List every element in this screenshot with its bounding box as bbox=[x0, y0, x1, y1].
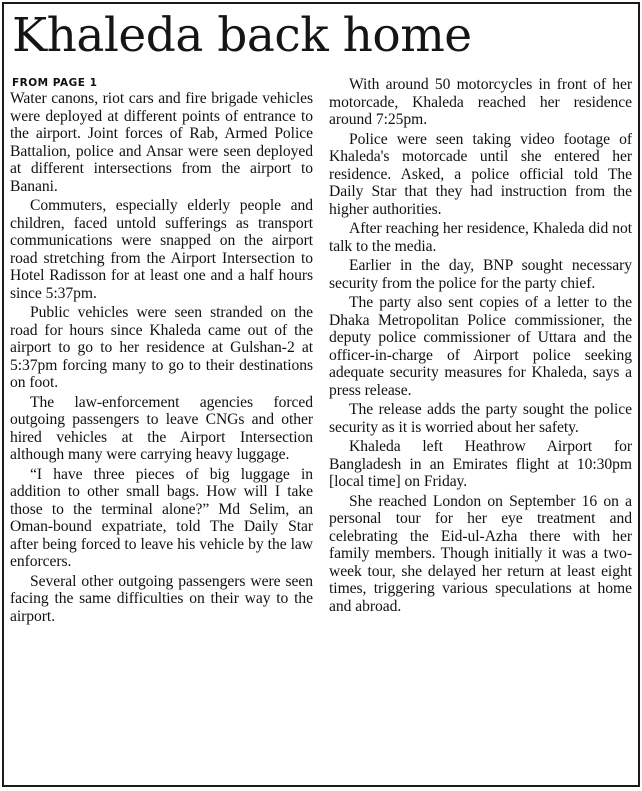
paragraph: The release adds the party sought the police security as it is worried about her safety. bbox=[329, 401, 632, 436]
article-columns bbox=[10, 74, 632, 781]
paragraph: Khaleda left Heathrow Airport for Bangladesh in an Emirates flight at 10:30pm [local time] on Friday. bbox=[329, 438, 632, 490]
headline: Khaleda back home bbox=[12, 8, 472, 63]
paragraph: She reached London on September 16 on a personal tour for her eye treatment and celebrating the Eid-ul-Azha there with her family members. Though initially it was a two-week tour, she delayed her return at least eight times, triggering various speculations at home and abroad. bbox=[329, 492, 632, 615]
paragraph: The party also sent copies of a letter to the Dhaka Metropolitan Police commissioner, the deputy police commissioner of Uttara and the officer-in-charge of Airport police seeking adequate security measures for Khaleda, says a press release. bbox=[329, 294, 632, 399]
paragraph: With around 50 motorcycles in front of her motorcade, Khaleda reached her residence around 7:25pm. bbox=[329, 76, 632, 128]
right-column bbox=[329, 74, 632, 781]
paragraph: Water canons, riot cars and fire brigade vehicles were deployed at different points of entrance to the airport. Joint forces of Rab, Armed Police Battalion, police and Ansar were seen deployed at different intersections from the airport to Banani. bbox=[10, 90, 313, 195]
paragraph: Public vehicles were seen stranded on the road for hours since Khaleda came out of the airport to go to her residence at Gulshan-2 at 5:37pm forcing many to go to their destinations on foot. bbox=[10, 304, 313, 391]
paragraph: “I have three pieces of big luggage in addition to other small bags. How will I take those to the terminal alone?” Md Selim, an Oman-bound expatriate, told The Daily Star after being forced to leave his vehicle by the law enforcers. bbox=[10, 465, 313, 570]
paragraph: Earlier in the day, BNP sought necessary security from the police for the party chief. bbox=[329, 257, 632, 292]
paragraph: After reaching her residence, Khaleda did not talk to the media. bbox=[329, 220, 632, 255]
paragraph: Police were seen taking video footage of Khaleda's motorcade until she entered her residence. Asked, a police official told The Daily Star that they had instruction from the higher authorities. bbox=[329, 130, 632, 218]
kicker: FROM PAGE 1 bbox=[12, 77, 98, 89]
paragraph: The law-enforcement agencies forced outgoing passengers to leave CNGs and other hired vehicles at the Airport Intersection although many were carrying heavy luggage. bbox=[10, 393, 313, 463]
paragraph: Commuters, especially elderly people and children, faced untold sufferings as transport communications were snapped on the airport road stretching from the Airport Intersection to Hotel Radisson for at least one and a half hours since 5:37pm. bbox=[10, 197, 313, 302]
left-column bbox=[10, 74, 313, 781]
paragraph: Several other outgoing passengers were seen facing the same difficulties on their way to the airport. bbox=[10, 572, 313, 625]
article-page bbox=[2, 2, 640, 787]
